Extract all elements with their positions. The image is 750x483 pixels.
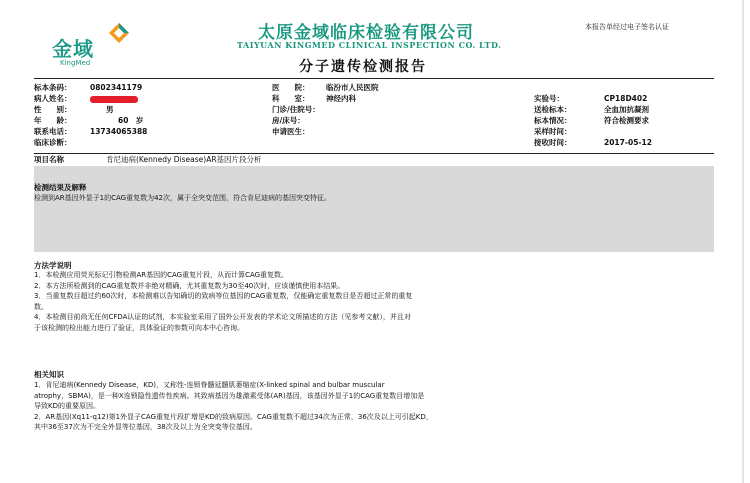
condition: 符合检测要求 [604, 116, 649, 125]
kingmed-logo-icon [108, 22, 130, 44]
methods-line: 于该检测的检出能力进行了验证，具体验证的参数可向本中心咨询。 [34, 323, 244, 332]
company-name-en: TAIYUAN KINGMED CLINICAL INSPECTION CO. LTD. [237, 40, 502, 50]
knowledge-line: atrophy，SBMA)，是一种X连锁隐性遗传性疾病。其致病基因为雄激素受体(AR)基因，该基因外显子1的CAG重复数目增加是 [34, 391, 425, 400]
info-row [34, 93, 714, 104]
age: 60 岁 [118, 116, 144, 125]
methods-line: 2．本方法所检测到的CAG重复数并非绝对精确，尤其重复数为30至40次时，应该谨慎使用本结果。 [34, 281, 345, 290]
specimen: 全血加抗凝剂 [604, 105, 649, 114]
clinic-label: 门诊/住院号： [272, 105, 320, 114]
knowledge-line: 2．AR基因(Xq11-q12)第1外显子CAG重复片段扩增是KD的致病原因。CAG重复数不超过34次为正常，36次及以上可引起KD， [34, 412, 433, 421]
report-title: 分子遗传检测报告 [299, 59, 427, 75]
info-row [34, 126, 714, 137]
gender: 男 [106, 105, 114, 114]
specimen-label: 送检标本： [534, 105, 572, 114]
methods-line: 3．当重复数目超过约60次时，本检测难以告知确切的致病等位基因的CAG重复数，仅能确定重复数目是否超过正常的重复 [34, 292, 413, 300]
logo-text: 金域 [52, 37, 94, 61]
methods-line: 数。 [34, 302, 48, 311]
header-rule [34, 78, 714, 79]
phone: 13734065388 [90, 127, 148, 136]
sample-no-label: 标本条码： [34, 83, 72, 92]
company-name-cn: 太原金域临床检验有限公司 [258, 23, 474, 43]
info-row [34, 82, 714, 93]
bed-label: 房/床号： [272, 116, 305, 125]
info-row [34, 115, 714, 126]
methods-line: 4．本检测目前尚无任何CFDA认证的试剂，本实验室采用了国外公开发表的学术论文所描述的方法（见参考文献），并且对 [34, 313, 411, 321]
phone-label: 联系电话： [34, 127, 72, 136]
diagnosis-label: 临床诊断： [34, 138, 72, 147]
info-row [34, 137, 714, 148]
sample-no: 0802341179 [90, 83, 143, 92]
result-block [34, 166, 714, 252]
knowledge-line: 导致KD的重要原因。 [34, 402, 100, 410]
result-text: 检测到AR基因外显子1的CAG重复数为42次，属于全突变范围，符合肯尼迪病的基因突变特征。 [34, 194, 331, 202]
lab-no-label: 实验号： [534, 94, 564, 103]
receive-date: 2017-05-12 [604, 138, 652, 147]
project-row [34, 154, 714, 166]
methods-title: 方法学说明 [34, 261, 72, 270]
result-title: 检测结果及解释 [34, 183, 87, 192]
project-label: 项目名称 [34, 155, 64, 164]
condition-label: 标本情况： [534, 116, 572, 125]
dept-label: 科 室： [272, 94, 310, 103]
lab-no: CP18D402 [604, 94, 648, 103]
hospital-label: 医 院： [272, 83, 310, 92]
patient-name-redacted [90, 93, 138, 104]
page-edge [742, 0, 744, 483]
doctor-label: 申请医生： [272, 127, 310, 136]
receive-label: 接收时间： [534, 138, 572, 147]
logo-subtext: KingMed [60, 59, 91, 67]
knowledge-title: 相关知识 [34, 370, 64, 379]
patient-name-label: 病人姓名： [34, 94, 72, 103]
hospital: 临汾市人民医院 [326, 83, 379, 92]
knowledge-line: 其中36至37次为不完全外显等位基因，38次及以上为全突变等位基因。 [34, 423, 257, 431]
gender-label: 性 别： [34, 105, 72, 114]
info-row [34, 104, 714, 115]
methods-line: 1．本检测应用荧光标记引物检测AR基因的CAG重复片段，从而计算CAG重复数。 [34, 271, 289, 279]
knowledge-line: 1．肯尼迪病(Kennedy Disease，KD)，又称性-连锁脊髓延髓肌萎缩症(X-linked spinal and bulbar muscular [34, 381, 385, 389]
signature-note: 本报告单经过电子签名认证 [585, 23, 669, 31]
project-name: 肯尼迪病(Kennedy Disease)AR基因片段分析 [106, 155, 262, 164]
dept: 神经内科 [326, 94, 356, 103]
collect-label: 采样时间： [534, 127, 572, 136]
age-label: 年 龄： [34, 116, 72, 125]
